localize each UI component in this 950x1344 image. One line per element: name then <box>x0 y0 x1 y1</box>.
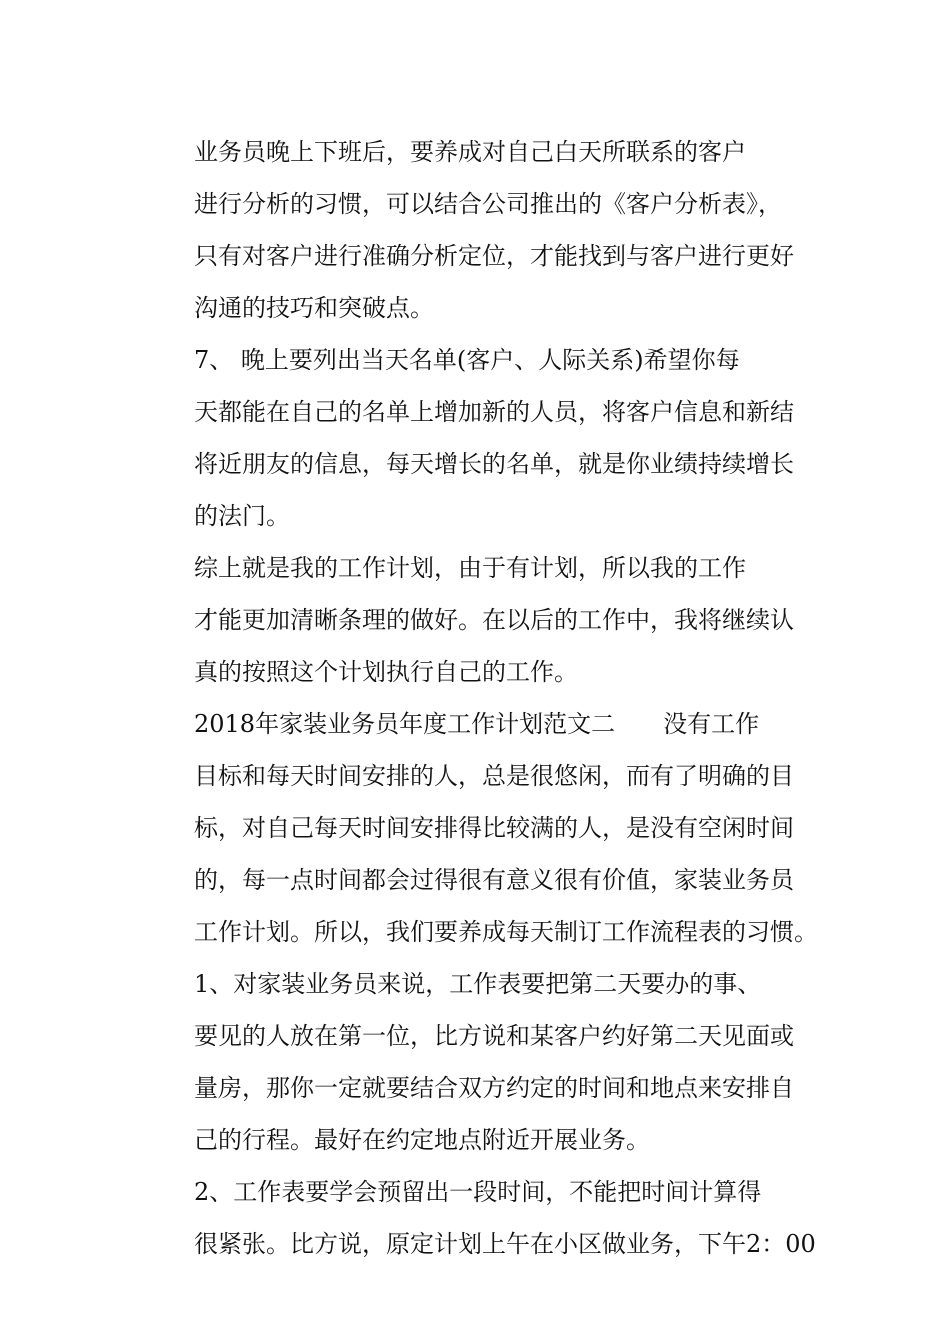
text-line: 天都能在自己的名单上增加新的人员，将客户信息和新结 <box>194 398 794 426</box>
text-line: 量房，那你一定就要结合双方约定的时间和地点来安排自 <box>194 1074 794 1102</box>
paragraph-4 <box>146 698 818 958</box>
text-line: 才能更加清晰条理的做好。在以后的工作中，我将继续认 <box>194 606 794 634</box>
text-line: 目标和每天时间安排的人，总是很悠闲，而有了明确的目 <box>194 762 794 790</box>
paragraph-6 <box>146 1166 816 1270</box>
text-line: 工作计划。所以，我们要养成每天制订工作流程表的习惯。 <box>194 918 818 946</box>
document-body <box>146 126 818 1270</box>
text-line: 真的按照这个计划执行自己的工作。 <box>194 658 578 686</box>
paragraph-1 <box>146 126 808 334</box>
text-line: 的法门。 <box>194 502 290 530</box>
text-line: 综上就是我的工作计划，由于有计划，所以我的工作 <box>194 554 746 582</box>
paragraph-3 <box>146 542 808 698</box>
text-line: 7、 晚上要列出当天名单(客户、人际关系)希望你每 <box>194 346 740 374</box>
text-line: 2018年家装业务员年度工作计划范文二 没有工作 <box>194 710 760 738</box>
text-line: 业务员晚上下班后，要养成对自己白天所联系的客户 <box>194 138 746 166</box>
text-line: 标，对自己每天时间安排得比较满的人，是没有空闲时间 <box>194 814 794 842</box>
paragraph-5 <box>146 958 808 1166</box>
text-line: 要见的人放在第一位，比方说和某客户约好第二天见面或 <box>194 1022 794 1050</box>
text-line: 1、对家装业务员来说，工作表要把第二天要办的事、 <box>194 970 762 998</box>
text-line: 2、工作表要学会预留出一段时间，不能把时间计算得 <box>194 1178 762 1206</box>
text-line: 很紧张。比方说，原定计划上午在小区做业务，下午2：00 <box>194 1230 816 1258</box>
text-line: 的，每一点时间都会过得很有意义很有价值，家装业务员 <box>194 866 794 894</box>
paragraph-2 <box>146 334 808 542</box>
text-line: 只有对客户进行准确分析定位，才能找到与客户进行更好 <box>194 242 794 270</box>
text-line: 沟通的技巧和突破点。 <box>194 294 434 322</box>
text-line: 己的行程。最好在约定地点附近开展业务。 <box>194 1126 650 1154</box>
text-line: 进行分析的习惯，可以结合公司推出的《客户分析表》， <box>194 190 782 218</box>
text-line: 将近朋友的信息，每天增长的名单，就是你业绩持续增长 <box>194 450 794 478</box>
